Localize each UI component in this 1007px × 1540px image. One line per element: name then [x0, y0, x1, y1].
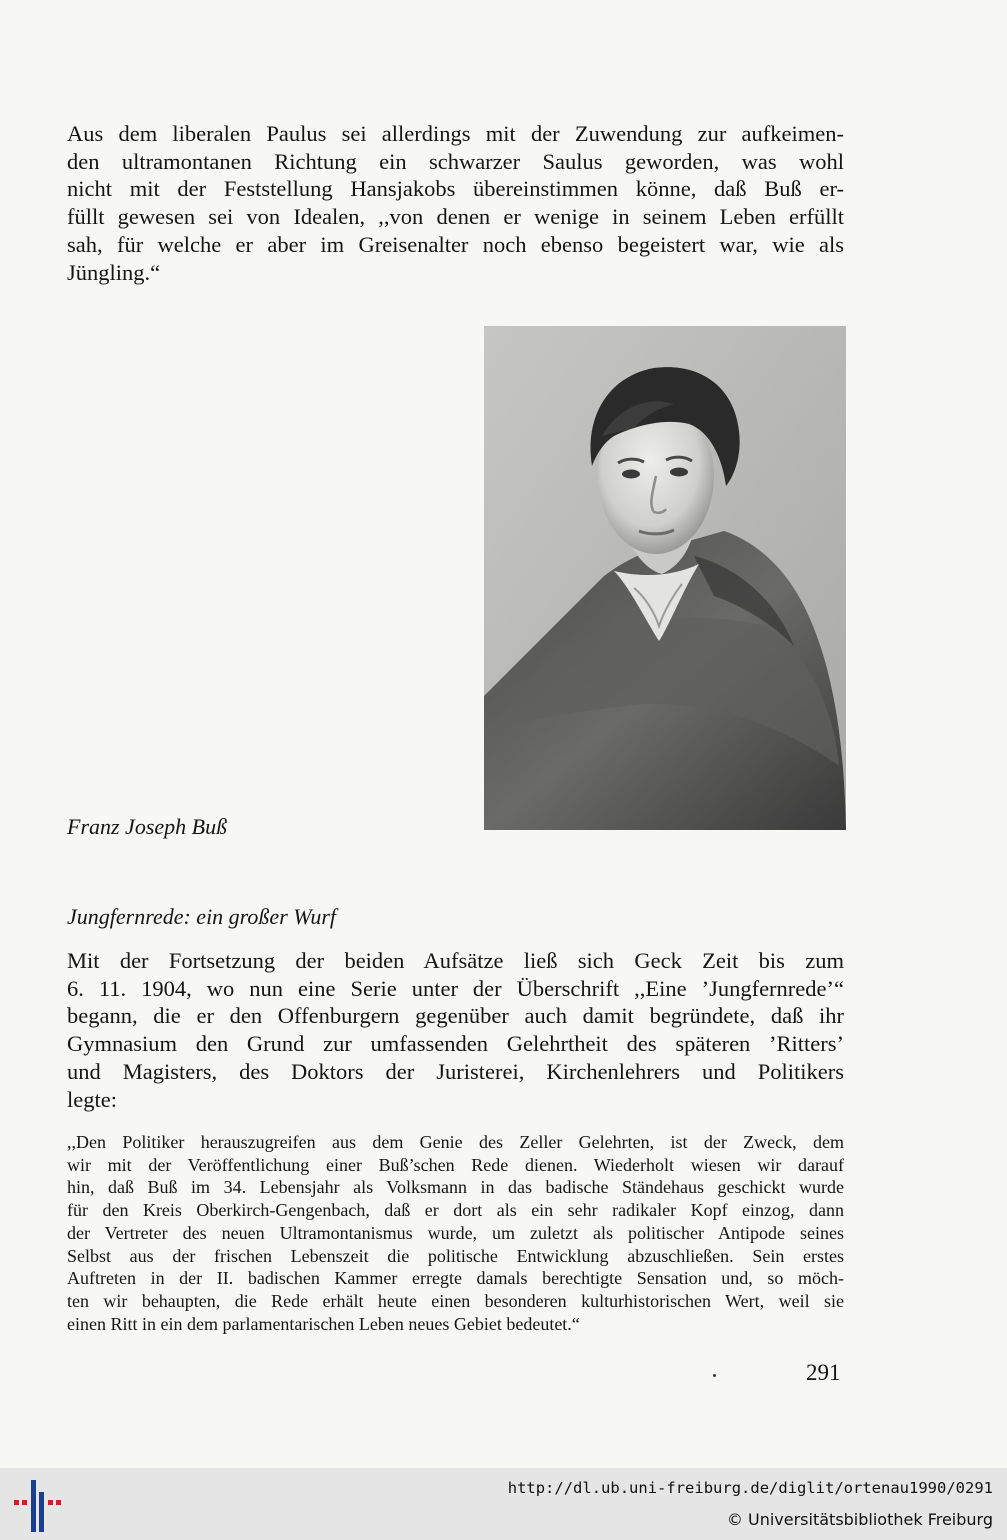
text-line: Gymnasium den Grund zur umfassenden Gelehrtheit des späteren ’Ritters’ — [67, 1031, 844, 1057]
text-line: legte: — [67, 1086, 117, 1112]
quote-line: wir mit der Veröffentlichung einer Buß’schen Rede dienen. Wiederholt wiesen wir darauf — [67, 1154, 844, 1175]
text-line: 6. 11. 1904, wo nun eine Serie unter der Überschrift ,,Eine ’Jungfernrede’“ — [67, 975, 844, 1001]
stray-mark — [713, 1374, 716, 1377]
text-line: Mit der Fortsetzung der beiden Aufsätze ließ sich Geck Zeit bis zum — [67, 948, 844, 973]
paragraph-section — [67, 947, 844, 1113]
quote-line: ,,Den Politiker herauszugreifen aus dem Genie des Zeller Gelehrten, ist der Zweck, dem — [67, 1132, 844, 1152]
ub-freiburg-logo-icon — [12, 1476, 68, 1534]
quote-line: hin, daß Buß im 34. Lebensjahr als Volksmann in das badische Ständehaus geschickt wurde — [67, 1177, 844, 1198]
quote-line: einen Ritt in ein dem parlamentarischen Leben neues Gebiet bedeutet.“ — [67, 1313, 580, 1334]
text-line: Jüngling.“ — [67, 259, 161, 285]
text-line: begann, die er den Offenburgern gegenüber auch damit begründete, daß ihr — [67, 1003, 844, 1029]
quote-line: ten wir behaupten, die Rede erhält heute einen besonderen kulturhistorischen Wert, weil sie — [67, 1290, 844, 1311]
text-line: und Magisters, des Doktors der Juristerei, Kirchenlehrers und Politikers — [67, 1058, 844, 1084]
page-number: 291 — [806, 1360, 841, 1385]
portrait-caption: Franz Joseph Buß — [67, 814, 228, 839]
text-line: Aus dem liberalen Paulus sei allerdings mit der Zuwendung zur aufkeimen- — [67, 121, 844, 146]
text-line: den ultramontanen Richtung ein schwarzer Saulus geworden, was wohl — [67, 148, 844, 174]
section-heading: Jungfernrede: ein großer Wurf — [67, 904, 337, 929]
text-line: füllt gewesen sei von Idealen, ,,von denen er wenige in seinem Leben erfüllt — [67, 204, 844, 230]
copyright-text: © Universitätsbibliothek Freiburg — [726, 1510, 993, 1529]
quote-line: für den Kreis Oberkirch-Gengenbach, daß er dort als ein sehr radikaler Kopf einzog, dann — [67, 1200, 844, 1221]
text-line: sah, für welche er aber im Greisenalter noch ebenso begeistert war, wie als — [67, 231, 844, 257]
portrait-illustration — [484, 326, 846, 830]
portrait-image — [484, 326, 846, 830]
block-quote — [67, 1131, 844, 1335]
quote-line: der Vertreter des neuen Ultramontanismus wurde, um zuletzt als politischer Antipode seines — [67, 1222, 844, 1243]
quote-line: Selbst aus der frischen Lebenszeit die politische Entwicklung abzuschließen. Sein erstes — [67, 1245, 844, 1266]
text-line: nicht mit der Feststellung Hansjakobs übereinstimmen könne, daß Buß er- — [67, 176, 844, 202]
quote-line: Auftreten in der II. badischen Kammer erregte damals berechtigte Sensation und, so möch- — [67, 1268, 844, 1289]
document-url-link[interactable]: http://dl.ub.uni-freiburg.de/diglit/ortenau1990/0291 — [507, 1479, 993, 1497]
paragraph-top — [67, 120, 844, 286]
viewer-footer — [0, 1468, 1007, 1540]
